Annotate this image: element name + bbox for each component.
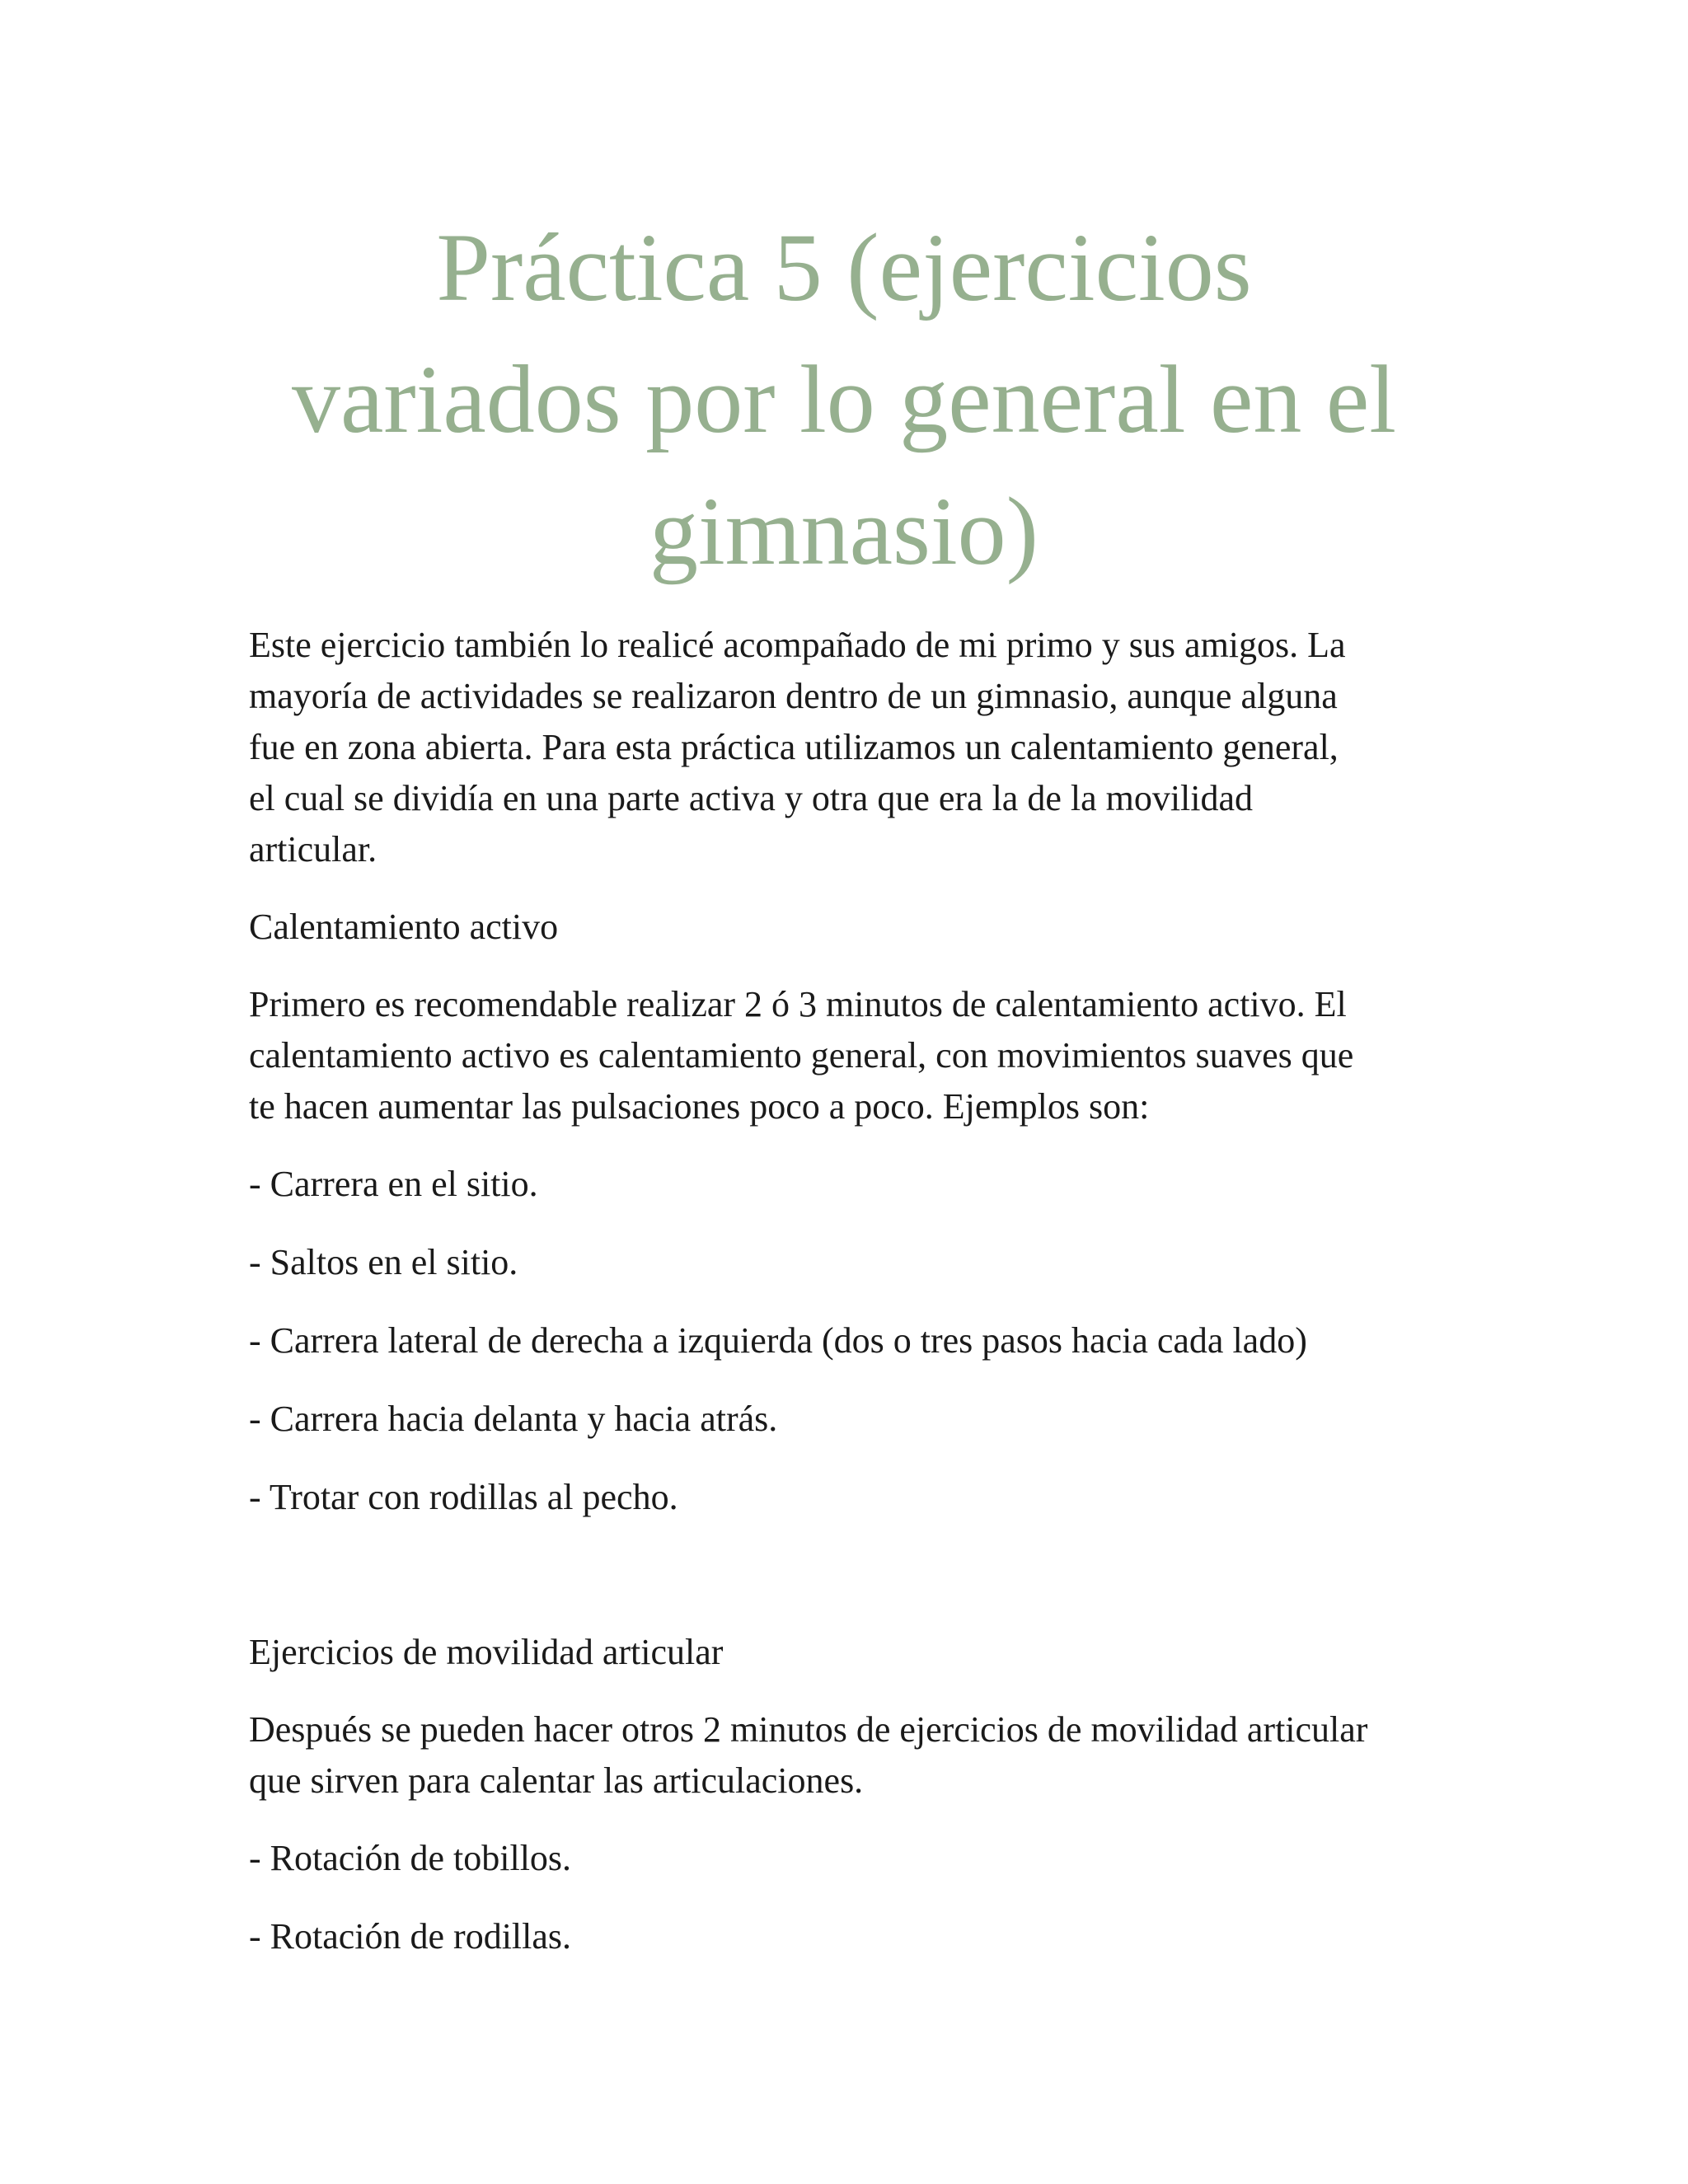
section-heading-calentamiento: Calentamiento activo xyxy=(249,907,559,947)
section-paragraph xyxy=(249,1704,1469,1807)
text-line: el cual se dividía en una parte activa y otra que era la de la movilidad xyxy=(249,778,1254,818)
text-line: calentamiento activo es calentamiento general, con movimientos suaves que xyxy=(249,1035,1354,1076)
list-item: - Carrera en el sitio. xyxy=(249,1164,538,1204)
list-item: - Carrera lateral de derecha a izquierda (dos o tres pasos hacia cada lado) xyxy=(249,1320,1307,1361)
text-line: te hacen aumentar las pulsaciones poco a poco. Ejemplos son: xyxy=(249,1086,1150,1127)
section-heading-movilidad: Ejercicios de movilidad articular xyxy=(249,1632,724,1672)
text-line: mayoría de actividades se realizaron dentro de un gimnasio, aunque alguna xyxy=(249,676,1338,716)
text-line: Después se pueden hacer otros 2 minutos de ejercicios de movilidad articular xyxy=(249,1709,1368,1750)
list-item: - Saltos en el sitio. xyxy=(249,1242,518,1282)
text-line: Este ejercicio también lo realicé acompañado de mi primo y sus amigos. La xyxy=(249,625,1346,665)
text-line: Primero es recomendable realizar 2 ó 3 minutos de calentamiento activo. El xyxy=(249,984,1347,1024)
title-line: variados por lo general en el xyxy=(291,345,1397,453)
intro-paragraph xyxy=(249,620,1469,875)
text-line: que sirven para calentar las articulaciones. xyxy=(249,1760,864,1801)
text-line: articular. xyxy=(249,829,377,869)
list-item: - Rotación de tobillos. xyxy=(249,1838,572,1878)
document-body xyxy=(249,620,1469,1990)
text-line: fue en zona abierta. Para esta práctica utilizamos un calentamiento general, xyxy=(249,727,1339,767)
list-item: - Carrera hacia delanta y hacia atrás. xyxy=(249,1399,778,1439)
section-paragraph xyxy=(249,979,1469,1132)
list-item: - Rotación de rodillas. xyxy=(249,1916,572,1957)
title-line: Práctica 5 (ejercicios xyxy=(436,213,1252,321)
list-item: - Trotar con rodillas al pecho. xyxy=(249,1477,678,1517)
document-title xyxy=(0,202,1688,598)
title-line: gimnasio) xyxy=(649,477,1039,585)
